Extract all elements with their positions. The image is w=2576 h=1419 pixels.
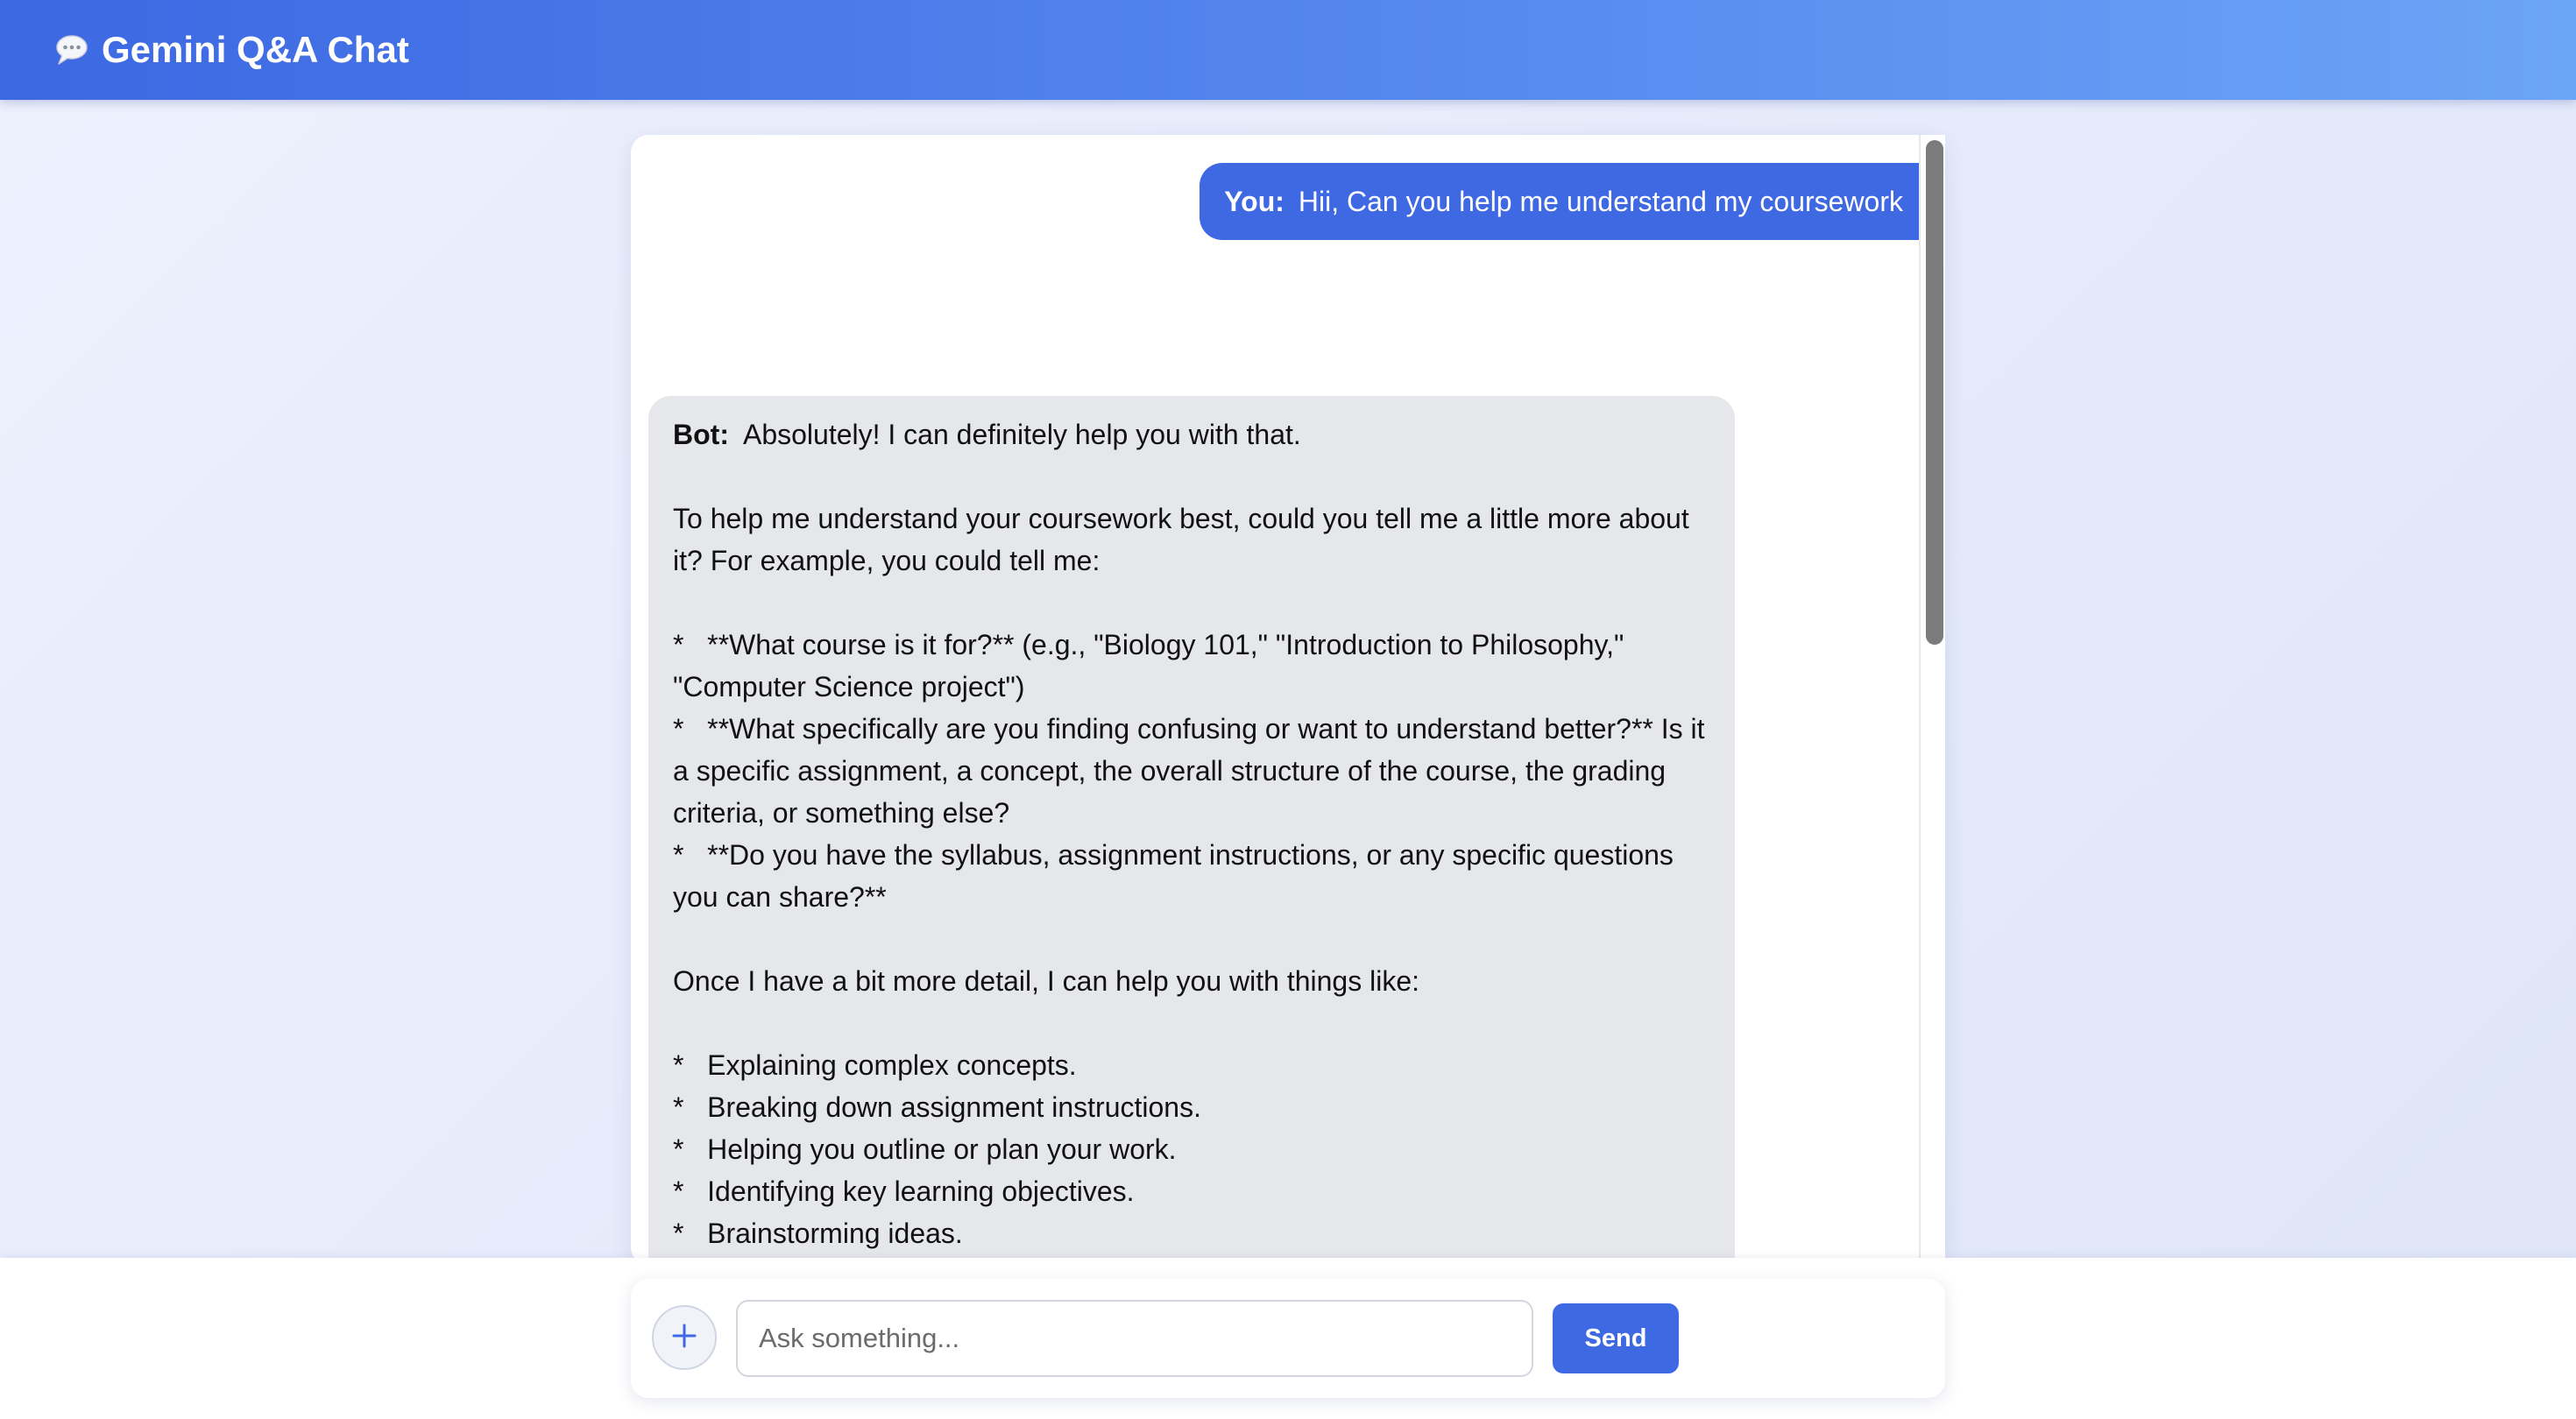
composer-card [631, 1279, 1945, 1398]
speech-bubble-icon [54, 32, 89, 67]
attach-button[interactable] [652, 1305, 717, 1370]
user-message [1200, 163, 1919, 240]
user-message-text: Hii, Can you help me understand my coursework [1298, 185, 1903, 217]
app-header [0, 0, 2576, 100]
bot-message-first-line: Absolutely! I can definitely help you with that. [742, 419, 1301, 450]
ask-input[interactable] [736, 1300, 1533, 1377]
scrollbar-thumb[interactable] [1926, 140, 1943, 645]
user-speaker-label: You: [1224, 185, 1284, 217]
send-button[interactable]: Send [1553, 1303, 1679, 1373]
composer-footer [0, 1258, 2576, 1419]
app-title: Gemini Q&A Chat [102, 29, 409, 70]
scrollbar-track[interactable] [1919, 135, 1945, 1265]
bot-message [648, 396, 1735, 1401]
plus-icon [669, 1321, 699, 1355]
app-brand [54, 29, 409, 71]
chat-panel [631, 135, 1945, 1265]
message-list[interactable] [631, 135, 1919, 1265]
bot-message-body: To help me understand your coursework best, could you tell me a little more about it? For example, you could tell me: * **What course is it for?** (e.g., "Biology 101," "Introduction to Philosophy," "Computer Science project") * **What specifically are you finding confusing or want to understand better?** Is it a specific assignment, a concept, the overall structure of the course, the grading criteria, or something else? * **Do you have the syllabus, assignment instructions, or any specific questions you can share?** Once I have a bit more detail, I can help you with things like: * Explaining complex concepts. * Breaking down assignment instructions. * Helping you outline or plan your work. * Identifying key learning objectives. * Brainstorming ideas. [673, 503, 1705, 1249]
bot-speaker-label: Bot: [673, 419, 729, 450]
